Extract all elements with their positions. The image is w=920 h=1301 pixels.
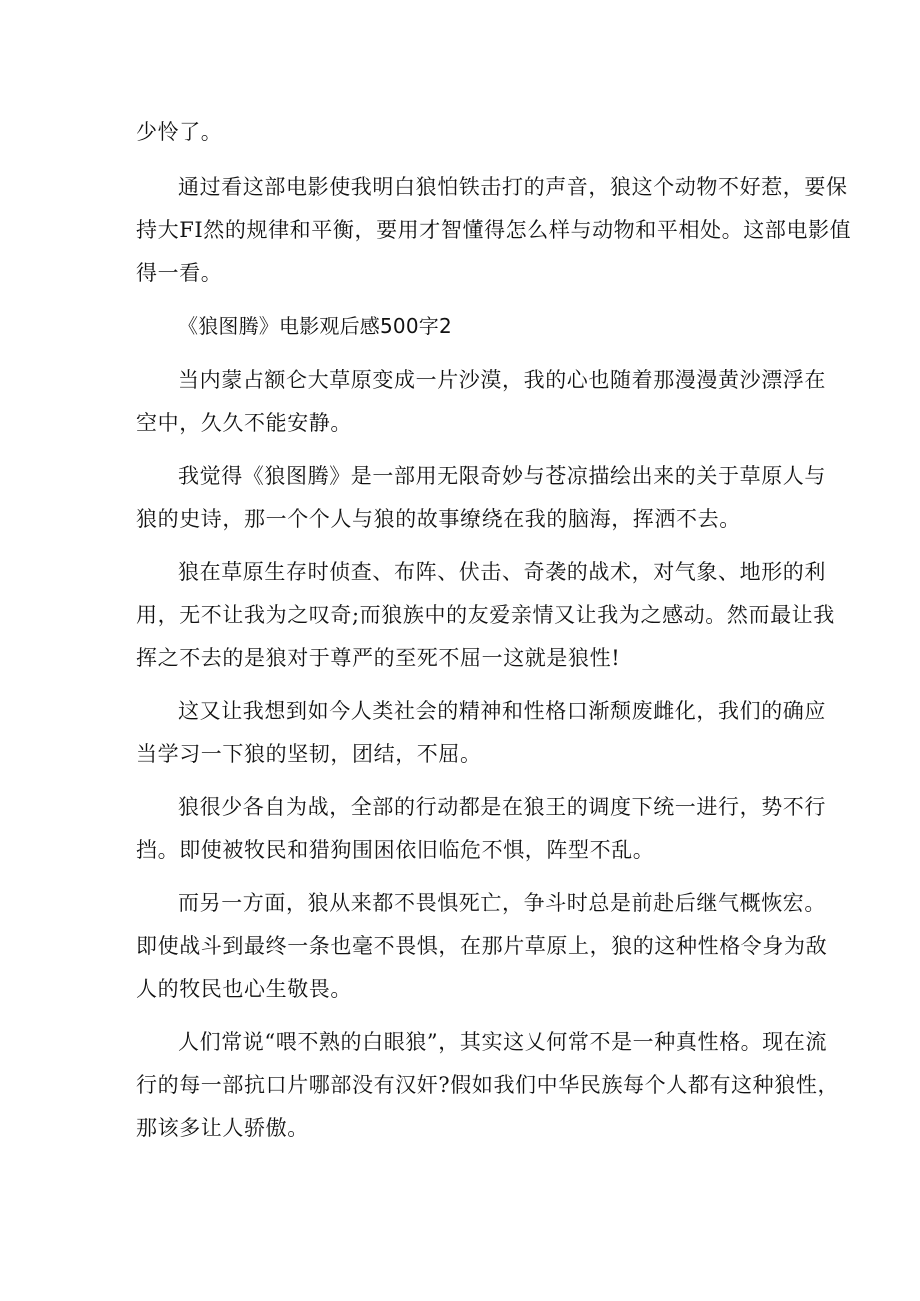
text-line: 挥之不去的是狼对于尊严的至死不屈一这就是狼性! — [136, 646, 621, 670]
text-line: 人的牧民也心生敬畏。 — [136, 977, 352, 1001]
text-line: 挡。即使被牧民和猎狗围困依旧临危不惧，阵型不乱。 — [136, 838, 655, 862]
document-body — [136, 111, 852, 1150]
paragraph-line: 通过看这部电影使我明白狼怕铁击打的声音，狼这个动物不好惹，要保 — [178, 175, 848, 199]
paragraph-line: 人们常说“喂不熟的白眼狼”，其实这乂何常不是一种真性格。现在流 — [178, 1030, 828, 1054]
text-line: 得一看。 — [136, 261, 223, 285]
text-line: 行的每一部抗口片哪部没有汉奸?假如我们中华民族每个人都有这种狼性， — [136, 1073, 840, 1097]
text-line: 空中，久久不能安静。 — [136, 411, 352, 435]
paragraph-line: 狼很少各自为战，全部的行动都是在狼王的调度下统一进行，势不行 — [178, 795, 826, 819]
text-line: 那该多让人骄傲。 — [136, 1116, 309, 1140]
paragraph-line: 我觉得《狼图腾》是一部用无限奇妙与苍凉描绘出来的关于草原人与 — [178, 464, 826, 488]
paragraph-line: 当内蒙占额仑大草原变成一片沙漠，我的心也随着那漫漫黄沙漂浮在 — [178, 368, 826, 392]
paragraph-line: 这又让我想到如今人类社会的精神和性格口渐颓废雌化，我们的确应 — [178, 699, 826, 723]
paragraph-line: 狼在草原生存时侦查、布阵、伏击、奇袭的战术，对气象、地形的利 — [178, 560, 826, 584]
section-heading: 《狼图腾》电影观后感500字2 — [178, 314, 452, 338]
text-line: 少怜了。 — [136, 120, 223, 144]
text-line: 持大FI然的规律和平衡，要用才智懂得怎么样与动物和平相处。这部电影值 — [136, 218, 852, 242]
text-line: 用，无不让我为之叹奇;而狼族中的友爱亲情又让我为之感动。然而最让我 — [136, 603, 835, 627]
text-line: 即使战斗到最终一条也毫不畏惧，在那片草原上，狼的这种性格令身为敌 — [136, 934, 828, 958]
text-line: 当学习一下狼的坚韧，团结，不屈。 — [136, 742, 482, 766]
text-line: 狼的史诗，那一个个人与狼的故事缭绕在我的脑海，挥洒不去。 — [136, 507, 741, 531]
paragraph-line: 而另一方面，狼从来都不畏惧死亡，争斗时总是前赴后继气概恢宏。 — [178, 891, 826, 915]
